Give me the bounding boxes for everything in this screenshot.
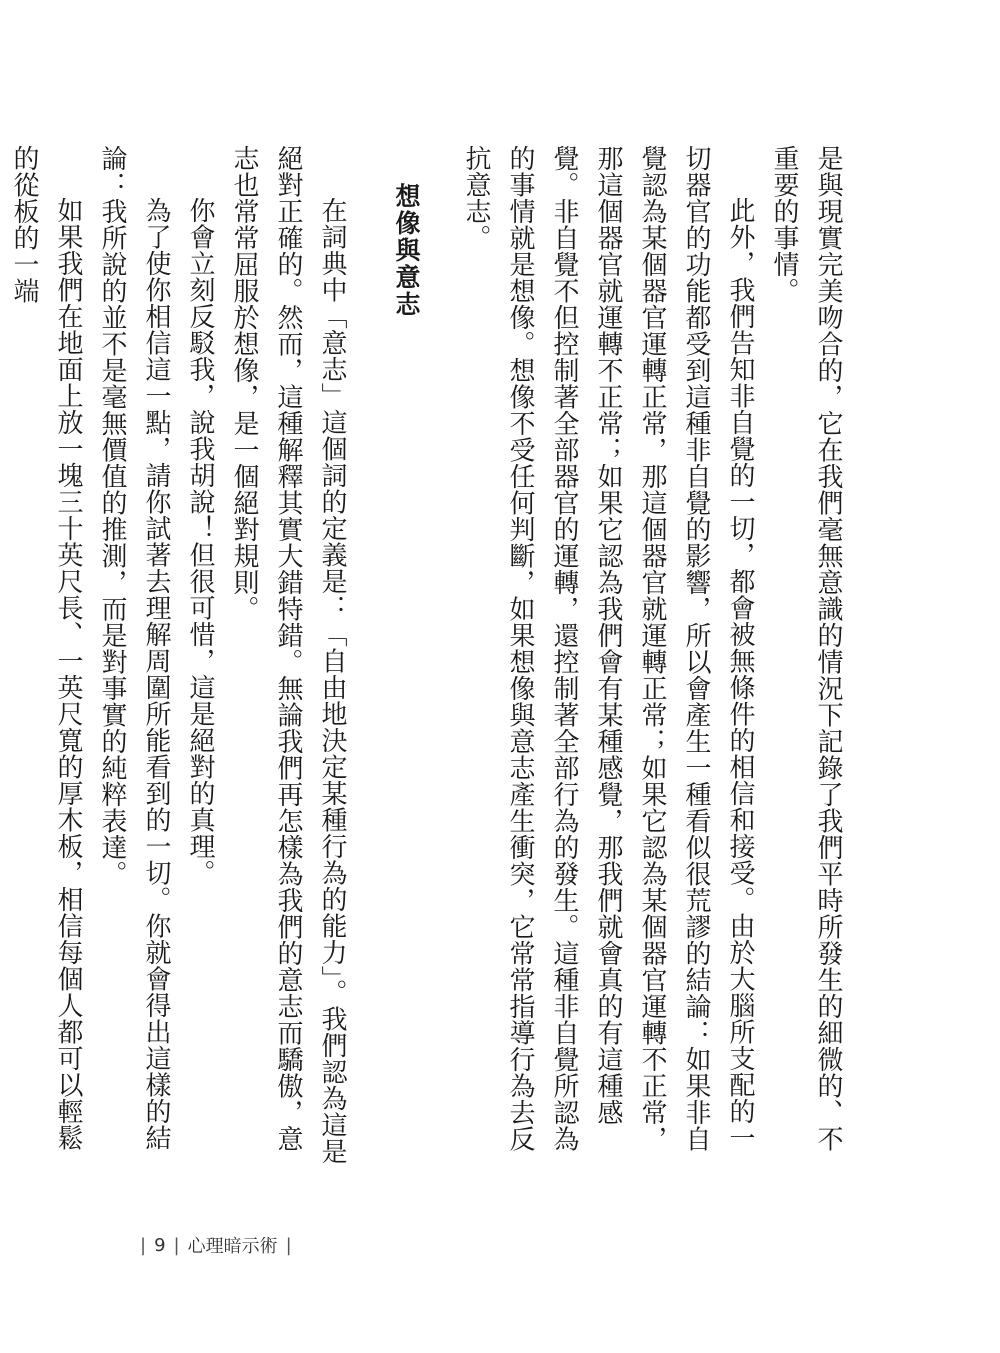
section-heading: 想像與意志 bbox=[392, 183, 421, 318]
body-text bbox=[2, 145, 850, 1175]
paragraph: 你會立刻反駁我，說我胡說！但很可惜，這是絕對的真理。 bbox=[185, 197, 215, 886]
footer-separator: | bbox=[285, 1234, 292, 1256]
paragraph: 為了使你相信這一點，請你試著去理解周圍所能看到的一切。你就會得出這樣的結論：我所說的並不是毫無價值的推測，而是對事實的純粹表達。 bbox=[97, 145, 171, 1151]
paragraph: 此外，我們告知非自覺的一切，都會被無條件的相信和接受。由於大腦所支配的一切器官的功能都受到這種非自覺的影響，所以會產生一種看似很荒謬的結論：如果非自覺認為某個器官運轉正常，那這個器官就運轉正常；如果它認為某個器官運轉不正常，那這個器官就運轉不正常；如果它認為我們會有某種感覺，那我們就會真的有這種感覺。非自覺不但控制著全部器官的運轉，還控制著全部行為的發生。這種非自覺所認為的事情就是想像。想像不受任何判斷，如果想像與意志產生衝突，它常常指導行為去反抗意志。 bbox=[461, 145, 755, 1152]
page-footer bbox=[140, 1232, 292, 1258]
paragraph: 如果我們在地面上放一塊三十英尺長、一英尺寬的厚木板，相信每個人都可以輕鬆的從板的一端 bbox=[9, 145, 83, 1151]
footer-separator: | bbox=[173, 1234, 180, 1256]
paragraph-continuation: 是與現實完美吻合的，它在我們毫無意識的情況下記錄了我們平時所發生的細微的、不重要的事情。 bbox=[769, 145, 843, 1152]
paragraph: 在詞典中「意志」這個詞的定義是：「自由地決定某種行為的能力」。我們認為這是絕對正確的。然而，這種解釋其實大錯特錯。無論我們再怎樣為我們的意志而驕傲，意志也常常屈服於想像，是一個絕對規則。 bbox=[229, 145, 347, 1165]
footer-separator: | bbox=[140, 1234, 147, 1256]
page-number: 9 bbox=[154, 1234, 166, 1256]
book-title: 心理暗示術 bbox=[187, 1236, 278, 1257]
